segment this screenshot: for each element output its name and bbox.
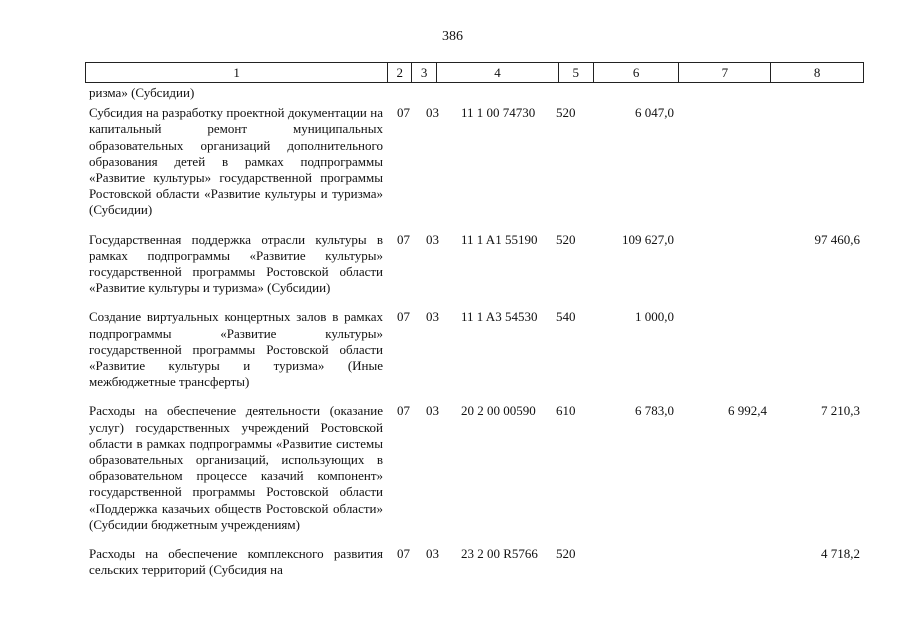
header-cell-1: 1 xyxy=(86,63,388,82)
row-section: 07 xyxy=(397,309,410,325)
row-expense-type: 540 xyxy=(556,309,576,325)
row-amount-year1: 109 627,0 xyxy=(622,231,674,247)
row-description: Субсидия на разработку проектной документации на капитальный ремонт муниципальных образовательных организаций дополнительного образования детей в рамках подпрограммы «Развитие культуры» государственной программы Ростовской области «Развитие культуры и туризма» (Субсидии) xyxy=(89,105,383,218)
table-header xyxy=(85,62,864,83)
table-row xyxy=(89,309,864,390)
row-subsection: 03 xyxy=(426,105,439,121)
row-section: 07 xyxy=(397,403,410,419)
row-target-code: 11 1 A3 54530 xyxy=(461,309,538,325)
header-cell-5: 5 xyxy=(559,63,594,82)
row-section: 07 xyxy=(397,546,410,562)
table-row xyxy=(89,105,864,218)
continuation-row xyxy=(89,85,864,101)
header-cell-7: 7 xyxy=(679,63,771,82)
row-description: Государственная поддержка отрасли культуры в рамках подпрограммы «Развитие культуры» государственной программы Ростовской области «Развитие культуры и туризма» (Субсидии) xyxy=(89,231,383,296)
header-cell-6: 6 xyxy=(594,63,680,82)
table-row xyxy=(89,232,864,297)
row-description: Создание виртуальных концертных залов в рамках подпрограммы «Развитие культуры» государственной программы Ростовской области «Развитие культуры и туризма» (Иные межбюджетные трансферты) xyxy=(89,309,383,390)
header-cell-4: 4 xyxy=(437,63,559,82)
continuation-text: ризма» (Субсидии) xyxy=(89,85,195,100)
row-target-code: 23 2 00 R5766 xyxy=(461,546,538,562)
row-subsection: 03 xyxy=(426,403,439,419)
row-subsection: 03 xyxy=(426,231,439,247)
row-expense-type: 520 xyxy=(556,231,576,247)
row-expense-type: 610 xyxy=(556,403,576,419)
row-expense-type: 520 xyxy=(556,546,576,562)
row-target-code: 11 1 00 74730 xyxy=(461,105,536,121)
table-body xyxy=(89,85,864,578)
row-section: 07 xyxy=(397,105,410,121)
row-amount-year2: 6 992,4 xyxy=(728,403,767,419)
row-expense-type: 520 xyxy=(556,105,576,121)
table-row xyxy=(89,546,864,578)
row-target-code: 20 2 00 00590 xyxy=(461,403,536,419)
row-amount-year3: 4 718,2 xyxy=(821,546,860,562)
row-amount-year1: 6 783,0 xyxy=(635,403,674,419)
row-description: Расходы на обеспечение деятельности (оказание услуг) государственных учреждений Ростовской области в рамках подпрограммы «Развитие системы образовательных организаций, использующих в образовательном процессе казачий компонент» государственной программы Ростовской области «Поддержка казачьих обществ Ростовской области» (Субсидии бюджетным учреждениям) xyxy=(89,403,383,532)
row-description: Расходы на обеспечение комплексного развития сельских территорий (Субсидия на xyxy=(89,546,383,578)
row-target-code: 11 1 A1 55190 xyxy=(461,231,538,247)
header-cell-8: 8 xyxy=(813,65,821,80)
row-amount-year1: 1 000,0 xyxy=(635,309,674,325)
header-cell-3: 3 xyxy=(412,63,437,82)
header-cell-2: 2 xyxy=(388,63,412,82)
row-section: 07 xyxy=(397,231,410,247)
row-subsection: 03 xyxy=(426,546,439,562)
table-row xyxy=(89,403,864,533)
row-amount-year3: 97 460,6 xyxy=(814,231,860,247)
row-subsection: 03 xyxy=(426,309,439,325)
page-number: 386 xyxy=(442,29,463,44)
row-amount-year1: 6 047,0 xyxy=(635,105,674,121)
row-amount-year3: 7 210,3 xyxy=(821,403,860,419)
